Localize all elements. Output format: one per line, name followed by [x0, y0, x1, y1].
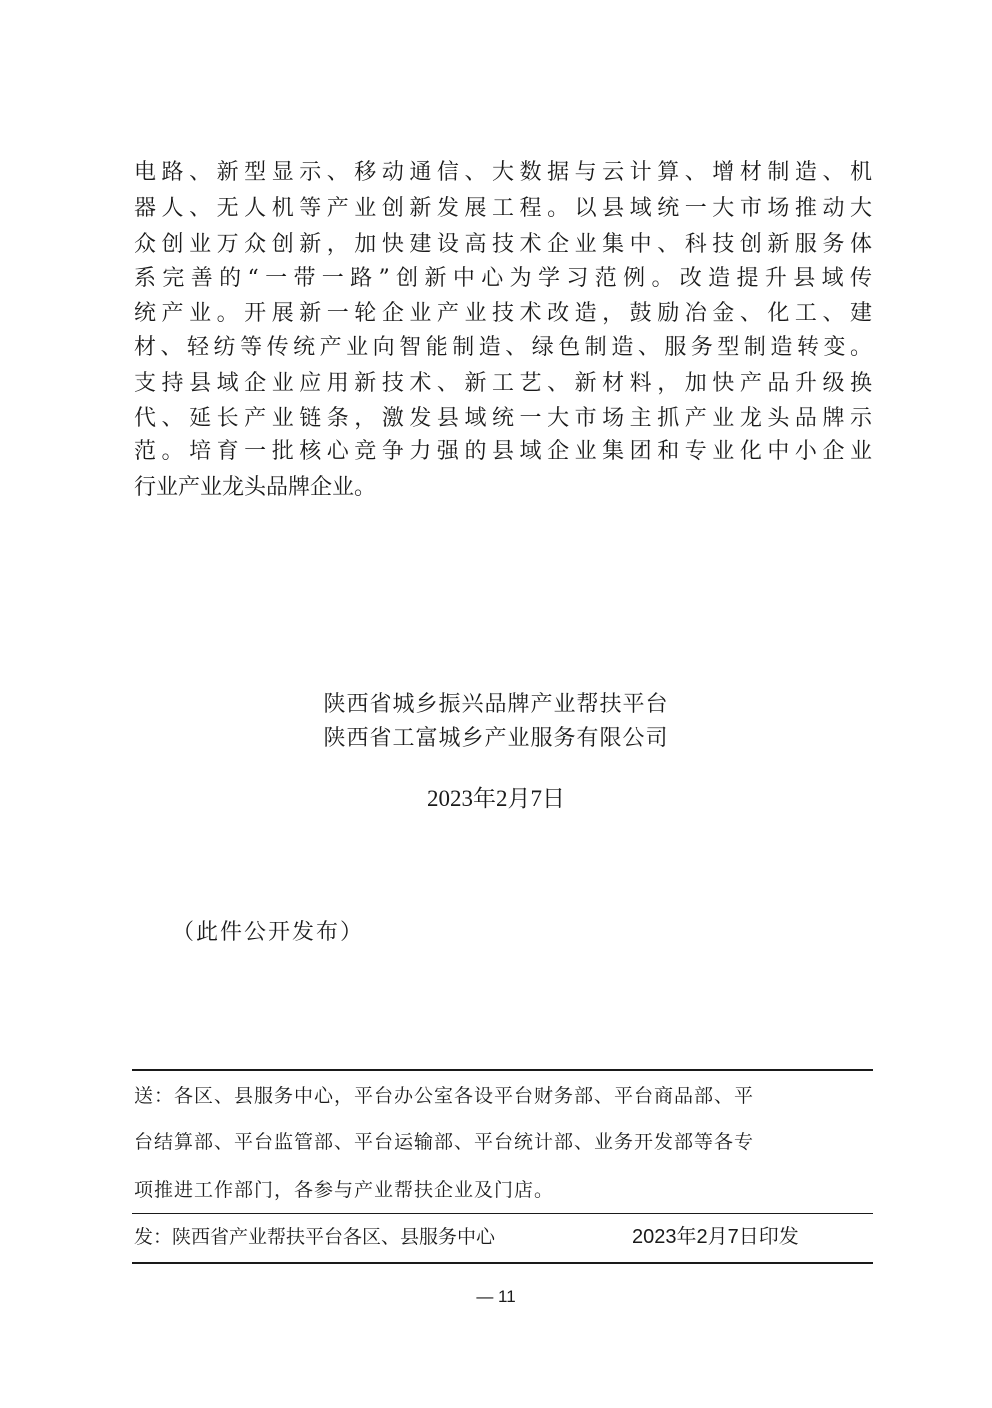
page-number: — 11 — [476, 1287, 516, 1306]
bottom-divider — [132, 1262, 873, 1264]
body-text-line: 电路、新型显示、移动通信、大数据与云计算、增材制造、机 — [134, 160, 872, 185]
distribution-line: 台结算部、平台监管部、平台运输部、平台统计部、业务开发部等各专 — [134, 1131, 755, 1153]
body-text-line: 代、延长产业链条，激发县域统一大市场主抓产业龙头品牌示 — [134, 406, 872, 431]
distribution-line: 项推进工作部门，各参与产业帮扶企业及门店。 — [134, 1179, 555, 1201]
top-divider — [132, 1069, 873, 1071]
signature-date: 2023年2月7日 — [427, 786, 565, 811]
body-text-line: 支持县域企业应用新技术、新工艺、新材料，加快产品升级换 — [134, 371, 872, 396]
distribution-line: 送：各区、县服务中心，平台办公室各设平台财务部、平台商品部、平 — [134, 1085, 755, 1107]
body-text-line: 众创业万众创新，加快建设高技术企业集中、科技创新服务体 — [134, 232, 872, 257]
body-text-line: 器人、无人机等产业创新发展工程。以县域统一大市场推动大 — [134, 196, 872, 221]
issue-row — [134, 1222, 834, 1252]
body-text-line: 行业产业龙头品牌企业。 — [134, 475, 377, 500]
issuer-name-1: 陕西省城乡振兴品牌产业帮扶平台 — [323, 692, 669, 717]
body-text-line: 统产业。开展新一轮企业产业技术改造，鼓励冶金、化工、建 — [134, 301, 872, 326]
middle-divider — [132, 1213, 873, 1214]
body-text-line: 范。培育一批核心竞争力强的县域企业集团和专业化中小企业 — [134, 439, 872, 464]
issuer-name-2: 陕西省工富城乡产业服务有限公司 — [323, 726, 669, 751]
issue-from: 发：陕西省产业帮扶平台各区、县服务中心 — [134, 1226, 496, 1248]
body-text-line: 系完善的“一带一路”创新中心为学习范例。改造提升县域传 — [134, 266, 872, 291]
public-release-note: （此件公开发布） — [172, 920, 365, 945]
body-text-line: 材、轻纺等传统产业向智能制造、绿色制造、服务型制造转变。 — [134, 335, 872, 360]
issue-date: 2023年2月7日印发 — [632, 1226, 799, 1248]
